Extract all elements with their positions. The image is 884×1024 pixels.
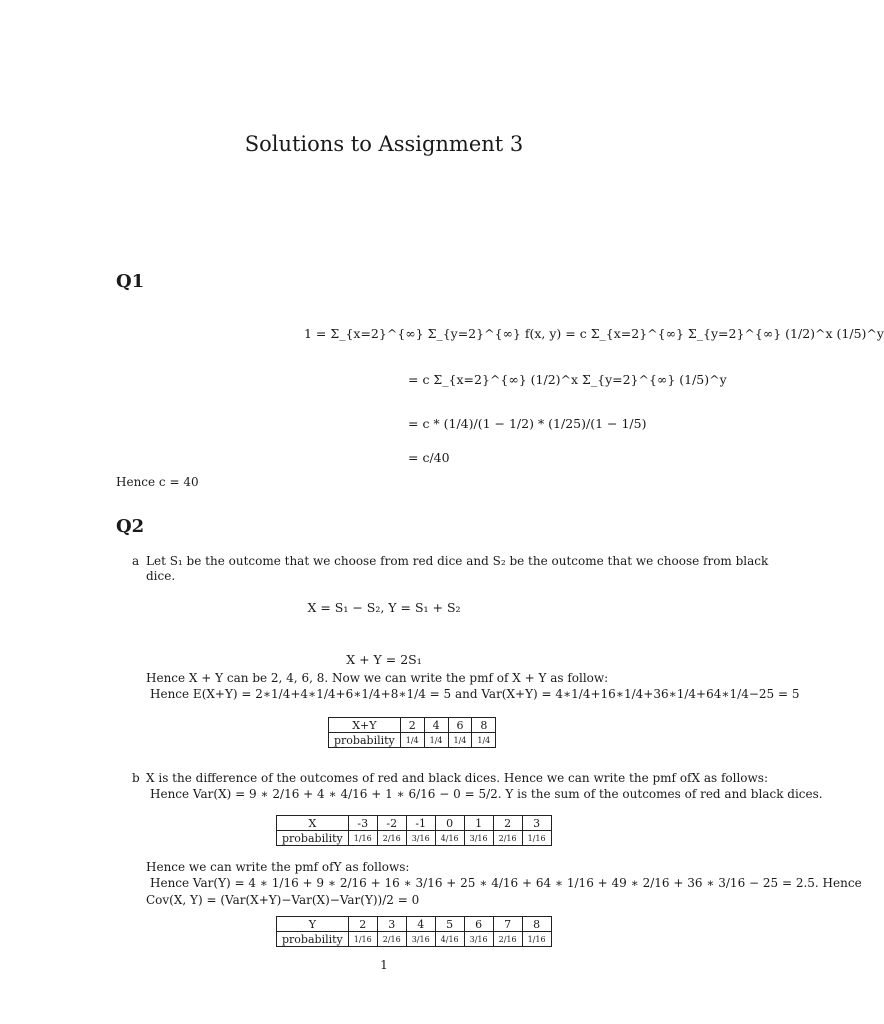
q2b-text-2: Hence Var(X) = 9 ∗ 2/16 + 4 ∗ 4/16 + 1 ∗ 6/16 − 0 = 5/2. Y is the sum of the outcomes of red and black dices. — [150, 787, 823, 801]
table-cell: 3 — [522, 816, 551, 831]
table-cell: 0 — [435, 816, 464, 831]
table-cell: 3/16 — [406, 932, 435, 947]
table-cell: 1/16 — [348, 932, 377, 947]
pmf-table-x — [276, 815, 552, 846]
table-header-row — [329, 718, 496, 733]
q2a-equation-2: X + Y = 2S₁ — [346, 652, 422, 667]
table-cell: 1/16 — [522, 831, 551, 846]
table-cell: 8 — [472, 718, 496, 733]
table-cell: 2/16 — [377, 831, 406, 846]
table-cell: X+Y — [329, 718, 401, 733]
table-cell: 8 — [522, 917, 551, 932]
table-cell: 7 — [493, 917, 522, 932]
table-cell: probability — [329, 733, 401, 748]
q2b-marker: b — [132, 771, 140, 785]
table-cell: 4/16 — [435, 932, 464, 947]
q2a-text-4: Hence E(X+Y) = 2∗1/4+4∗1/4+6∗1/4+8∗1/4 = 5 and Var(X+Y) = 4∗1/4+16∗1/4+36∗1/4+64∗1/4−25 = 5 — [150, 687, 800, 701]
table-cell: 2/16 — [493, 831, 522, 846]
table-cell: 2/16 — [377, 932, 406, 947]
table-cell: X — [277, 816, 349, 831]
q1-conclusion: Hence c = 40 — [116, 475, 199, 489]
q1-equation-line-4: = c/40 — [408, 450, 450, 465]
q1-heading: Q1 — [116, 271, 145, 292]
table-cell: 3/16 — [406, 831, 435, 846]
table-cell: probability — [277, 831, 349, 846]
table-header-row — [277, 816, 552, 831]
table-cell: 1 — [464, 816, 493, 831]
table-cell: -2 — [377, 816, 406, 831]
table-row — [277, 932, 552, 947]
table-cell: 3/16 — [464, 831, 493, 846]
table-row — [277, 831, 552, 846]
document-title: Solutions to Assignment 3 — [244, 132, 524, 156]
pmf-table-x-plus-y — [328, 717, 496, 748]
q2-heading: Q2 — [116, 516, 145, 537]
table-cell: -3 — [348, 816, 377, 831]
table-cell: 3 — [377, 917, 406, 932]
table-cell: 4 — [406, 917, 435, 932]
table-cell: 4 — [424, 718, 448, 733]
table-cell: 1/16 — [522, 932, 551, 947]
table-cell: -1 — [406, 816, 435, 831]
q2a-text-2: dice. — [146, 569, 176, 583]
q1-equation-line-2: = c Σ_{x=2}^{∞} (1/2)^x Σ_{y=2}^{∞} (1/5)^y — [408, 372, 727, 387]
table-cell: 6 — [448, 718, 472, 733]
table-cell: 1/4 — [448, 733, 472, 748]
q2a-marker: a — [132, 554, 140, 568]
page-number: 1 — [380, 958, 388, 972]
table-cell: 1/16 — [348, 831, 377, 846]
table-cell: Y — [277, 917, 349, 932]
table-cell: 2 — [348, 917, 377, 932]
table-cell: 1/4 — [472, 733, 496, 748]
table-cell: 2 — [493, 816, 522, 831]
q2b-text-3: Hence we can write the pmf ofY as follows: — [146, 860, 410, 874]
q2b-text-1: X is the difference of the outcomes of red and black dices. Hence we can write the pmf ofX as follows: — [146, 771, 769, 785]
table-cell: probability — [277, 932, 349, 947]
table-cell: 1/4 — [400, 733, 424, 748]
q2a-equation-1: X = S₁ − S₂, Y = S₁ + S₂ — [307, 600, 461, 615]
q2b-text-4: Hence Var(Y) = 4 ∗ 1/16 + 9 ∗ 2/16 + 16 ∗ 3/16 + 25 ∗ 4/16 + 64 ∗ 1/16 + 49 ∗ 2/16 + 36 ∗ 3/16 − 25 = 2.5. Hence — [150, 876, 862, 890]
q2b-text-5: Cov(X, Y) = (Var(X+Y)−Var(X)−Var(Y))/2 = 0 — [146, 893, 420, 907]
table-row — [329, 733, 496, 748]
table-header-row — [277, 917, 552, 932]
q2a-text-1: Let S₁ be the outcome that we choose from red dice and S₂ be the outcome that we choose from black — [146, 554, 769, 568]
table-cell: 4/16 — [435, 831, 464, 846]
table-cell: 1/4 — [424, 733, 448, 748]
table-cell: 5 — [435, 917, 464, 932]
table-cell: 2 — [400, 718, 424, 733]
pmf-table-y — [276, 916, 552, 947]
q1-equation-line-1: 1 = Σ_{x=2}^{∞} Σ_{y=2}^{∞} f(x, y) = c Σ_{x=2}^{∞} Σ_{y=2}^{∞} (1/2)^x (1/5)^y — [304, 326, 884, 341]
table-cell: 3/16 — [464, 932, 493, 947]
table-cell: 6 — [464, 917, 493, 932]
q1-equation-line-3: = c * (1/4)/(1 − 1/2) * (1/25)/(1 − 1/5) — [408, 416, 647, 431]
table-cell: 2/16 — [493, 932, 522, 947]
q2a-text-3: Hence X + Y can be 2, 4, 6, 8. Now we can write the pmf of X + Y as follow: — [146, 671, 609, 685]
